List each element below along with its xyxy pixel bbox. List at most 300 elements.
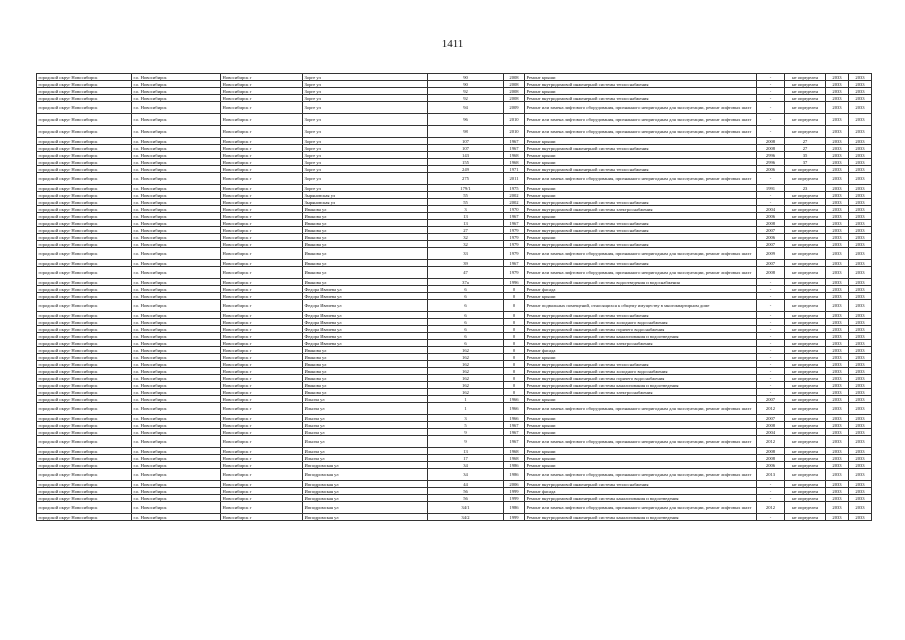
commission-year-cell: 2009 — [504, 102, 525, 114]
municipal-district-cell: городской округ Новосибирск — [37, 455, 132, 462]
municipal-district-cell: городской округ Новосибирск — [37, 396, 132, 403]
last-repair-year-cell: - — [757, 300, 785, 312]
commission-year-cell: 0 — [504, 354, 525, 361]
commission-year-cell: 0 — [504, 361, 525, 368]
street-cell: Иванова ул — [303, 368, 428, 375]
last-repair-year-cell: 2996 — [757, 159, 785, 166]
commission-year-cell: 0 — [504, 368, 525, 375]
urban-district-cell: г.о. Новосибирск — [132, 145, 221, 152]
wear-cell: не определен — [785, 293, 826, 300]
street-cell: Иванова ул — [303, 213, 428, 220]
street-cell: Зыряновская ул — [303, 192, 428, 199]
house-number-cell: 3 — [428, 415, 504, 422]
repair-work-cell: Ремонт внутридомовой инженерной системы теплоснабжения — [525, 220, 757, 227]
urban-district-cell: г.о. Новосибирск — [132, 234, 221, 241]
commission-year-cell: 1967 — [504, 213, 525, 220]
repair-work-cell: Ремонт или замена лифтового оборудования, признанного непригодным для эксплуатации, ремонт лифтовых шахт — [525, 102, 757, 114]
repair-work-cell: Ремонт или замена лифтового оборудования, признанного непригодным для эксплуатации, ремонт лифтовых шахт — [525, 403, 757, 415]
street-cell: Федора Ивачева ул — [303, 319, 428, 326]
municipal-district-cell: городской округ Новосибирск — [37, 422, 132, 429]
planned-end-cell: 2033 — [849, 192, 872, 199]
repair-work-cell: Ремонт внутридомовой инженерной системы теплоснабжения — [525, 227, 757, 234]
planned-start-cell: 2033 — [826, 248, 849, 260]
house-number-cell: 96 — [428, 114, 504, 126]
city-cell: Новосибирск г — [221, 481, 303, 488]
planned-end-cell: 2033 — [849, 234, 872, 241]
table-row — [37, 429, 872, 436]
wear-cell: не определен — [785, 81, 826, 88]
municipal-district-cell: городской округ Новосибирск — [37, 74, 132, 81]
planned-start-cell: 2033 — [826, 389, 849, 396]
last-repair-year-cell: 2007 — [757, 260, 785, 267]
city-cell: Новосибирск г — [221, 213, 303, 220]
table-row — [37, 361, 872, 368]
street-cell: Зорге ул — [303, 114, 428, 126]
municipal-district-cell: городской округ Новосибирск — [37, 213, 132, 220]
repair-work-cell: Ремонт крыши — [525, 74, 757, 81]
last-repair-year-cell: 2012 — [757, 403, 785, 415]
house-number-cell: 13 — [428, 220, 504, 227]
house-number-cell: 32 — [428, 241, 504, 248]
last-repair-year-cell: - — [757, 319, 785, 326]
table-row — [37, 375, 872, 382]
house-number-cell: 179/1 — [428, 185, 504, 192]
house-number-cell: 6 — [428, 293, 504, 300]
commission-year-cell: 0 — [504, 340, 525, 347]
house-number-cell: 249 — [428, 166, 504, 173]
planned-start-cell: 2033 — [826, 227, 849, 234]
table-row — [37, 389, 872, 396]
house-number-cell: 32 — [428, 234, 504, 241]
urban-district-cell: г.о. Новосибирск — [132, 279, 221, 286]
city-cell: Новосибирск г — [221, 469, 303, 481]
urban-district-cell: г.о. Новосибирск — [132, 173, 221, 185]
municipal-district-cell: городской округ Новосибирск — [37, 354, 132, 361]
urban-district-cell: г.о. Новосибирск — [132, 481, 221, 488]
street-cell: Зорге ул — [303, 81, 428, 88]
repair-work-cell: Ремонт или замена лифтового оборудования, признанного непригодным для эксплуатации, ремонт лифтовых шахт — [525, 267, 757, 279]
municipal-district-cell: городской округ Новосибирск — [37, 368, 132, 375]
municipal-district-cell: городской округ Новосибирск — [37, 462, 132, 469]
urban-district-cell: г.о. Новосибирск — [132, 375, 221, 382]
municipal-district-cell: городской округ Новосибирск — [37, 279, 132, 286]
city-cell: Новосибирск г — [221, 368, 303, 375]
house-number-cell: 55 — [428, 199, 504, 206]
planned-end-cell: 2033 — [849, 455, 872, 462]
wear-cell: не определен — [785, 248, 826, 260]
street-cell: Ильича ул — [303, 436, 428, 448]
table-row — [37, 436, 872, 448]
table-row — [37, 260, 872, 267]
planned-end-cell: 2033 — [849, 403, 872, 415]
planned-start-cell: 2033 — [826, 368, 849, 375]
municipal-district-cell: городской округ Новосибирск — [37, 514, 132, 521]
municipal-district-cell: городской округ Новосибирск — [37, 173, 132, 185]
planned-end-cell: 2033 — [849, 333, 872, 340]
commission-year-cell: 0 — [504, 347, 525, 354]
planned-start-cell: 2033 — [826, 206, 849, 213]
last-repair-year-cell: - — [757, 375, 785, 382]
last-repair-year-cell: - — [757, 114, 785, 126]
house-number-cell: 92 — [428, 88, 504, 95]
repair-work-cell: Ремонт крыши — [525, 88, 757, 95]
last-repair-year-cell: - — [757, 389, 785, 396]
wear-cell: не определен — [785, 312, 826, 319]
planned-end-cell: 2033 — [849, 340, 872, 347]
planned-start-cell: 2033 — [826, 166, 849, 173]
municipal-district-cell: городской округ Новосибирск — [37, 185, 132, 192]
city-cell: Новосибирск г — [221, 319, 303, 326]
table-row — [37, 95, 872, 102]
last-repair-year-cell: - — [757, 333, 785, 340]
city-cell: Новосибирск г — [221, 138, 303, 145]
urban-district-cell: г.о. Новосибирск — [132, 227, 221, 234]
table-row — [37, 206, 872, 213]
table-row — [37, 159, 872, 166]
wear-cell: не определен — [785, 192, 826, 199]
last-repair-year-cell: 2007 — [757, 415, 785, 422]
municipal-district-cell: городской округ Новосибирск — [37, 114, 132, 126]
repair-work-cell: Ремонт или замена лифтового оборудования, признанного непригодным для эксплуатации, ремонт лифтовых шахт — [525, 126, 757, 138]
city-cell: Новосибирск г — [221, 396, 303, 403]
urban-district-cell: г.о. Новосибирск — [132, 206, 221, 213]
repair-work-cell: Ремонт крыши — [525, 422, 757, 429]
commission-year-cell: 1971 — [504, 166, 525, 173]
commission-year-cell: 0 — [504, 300, 525, 312]
city-cell: Новосибирск г — [221, 173, 303, 185]
last-repair-year-cell: 2008 — [757, 138, 785, 145]
wear-cell: не определен — [785, 166, 826, 173]
street-cell: Федора Ивачева ул — [303, 312, 428, 319]
planned-start-cell: 2033 — [826, 279, 849, 286]
municipal-district-cell: городской округ Новосибирск — [37, 333, 132, 340]
urban-district-cell: г.о. Новосибирск — [132, 422, 221, 429]
municipal-district-cell: городской округ Новосибирск — [37, 286, 132, 293]
table-row — [37, 138, 872, 145]
planned-start-cell: 2033 — [826, 102, 849, 114]
urban-district-cell: г.о. Новосибирск — [132, 260, 221, 267]
planned-end-cell: 2033 — [849, 495, 872, 502]
commission-year-cell: 1967 — [504, 436, 525, 448]
urban-district-cell: г.о. Новосибирск — [132, 185, 221, 192]
planned-end-cell: 2033 — [849, 422, 872, 429]
repair-work-cell: Ремонт внутридомовой инженерной системы электроснабжения — [525, 340, 757, 347]
last-repair-year-cell: - — [757, 199, 785, 206]
repair-work-cell: Ремонт крыши — [525, 185, 757, 192]
table-row — [37, 145, 872, 152]
last-repair-year-cell: - — [757, 368, 785, 375]
last-repair-year-cell: 2013 — [757, 469, 785, 481]
repair-work-cell: Ремонт внутридомовой инженерной системы теплоснабжения — [525, 241, 757, 248]
wear-cell: 35 — [785, 152, 826, 159]
repair-work-cell: Ремонт фасада — [525, 347, 757, 354]
table-row — [37, 248, 872, 260]
last-repair-year-cell: 2006 — [757, 213, 785, 220]
municipal-district-cell: городской округ Новосибирск — [37, 248, 132, 260]
house-number-cell: 94 — [428, 102, 504, 114]
planned-end-cell: 2033 — [849, 375, 872, 382]
street-cell: Зорге ул — [303, 138, 428, 145]
city-cell: Новосибирск г — [221, 227, 303, 234]
last-repair-year-cell: - — [757, 102, 785, 114]
table-row — [37, 354, 872, 361]
planned-start-cell: 2033 — [826, 436, 849, 448]
urban-district-cell: г.о. Новосибирск — [132, 319, 221, 326]
repair-work-cell: Ремонт внутридомовой инженерной системы теплоснабжения — [525, 95, 757, 102]
commission-year-cell: 1986 — [504, 462, 525, 469]
street-cell: Ипподромская ул — [303, 462, 428, 469]
last-repair-year-cell: - — [757, 95, 785, 102]
table-row — [37, 502, 872, 514]
last-repair-year-cell: 2006 — [757, 166, 785, 173]
table-row — [37, 319, 872, 326]
planned-end-cell: 2033 — [849, 415, 872, 422]
commission-year-cell: 2008 — [504, 88, 525, 95]
table-row — [37, 279, 872, 286]
planned-start-cell: 2033 — [826, 502, 849, 514]
wear-cell: не определен — [785, 300, 826, 312]
commission-year-cell: 2010 — [504, 114, 525, 126]
planned-start-cell: 2033 — [826, 415, 849, 422]
repair-work-cell: Ремонт внутридомовой инженерной системы теплоснабжения — [525, 260, 757, 267]
street-cell: Ильича ул — [303, 429, 428, 436]
wear-cell: не определен — [785, 199, 826, 206]
repair-work-cell: Ремонт или замена лифтового оборудования, признанного непригодным для эксплуатации, ремонт лифтовых шахт — [525, 248, 757, 260]
municipal-district-cell: городской округ Новосибирск — [37, 382, 132, 389]
planned-end-cell: 2033 — [849, 481, 872, 488]
planned-start-cell: 2033 — [826, 88, 849, 95]
street-cell: Иванова ул — [303, 279, 428, 286]
house-number-cell: 275 — [428, 173, 504, 185]
city-cell: Новосибирск г — [221, 312, 303, 319]
street-cell: Иванова ул — [303, 382, 428, 389]
repair-work-cell: Ремонт или замена лифтового оборудования, признанного непригодным для эксплуатации, ремонт лифтовых шахт — [525, 469, 757, 481]
urban-district-cell: г.о. Новосибирск — [132, 88, 221, 95]
planned-start-cell: 2033 — [826, 514, 849, 521]
city-cell: Новосибирск г — [221, 279, 303, 286]
urban-district-cell: г.о. Новосибирск — [132, 300, 221, 312]
city-cell: Новосибирск г — [221, 300, 303, 312]
last-repair-year-cell: 2008 — [757, 267, 785, 279]
commission-year-cell: 1979 — [504, 267, 525, 279]
commission-year-cell: 2008 — [504, 81, 525, 88]
last-repair-year-cell: - — [757, 81, 785, 88]
planned-start-cell: 2033 — [826, 495, 849, 502]
repair-work-cell: Ремонт крыши — [525, 159, 757, 166]
street-cell: Федора Ивачева ул — [303, 340, 428, 347]
last-repair-year-cell: 2996 — [757, 152, 785, 159]
urban-district-cell: г.о. Новосибирск — [132, 347, 221, 354]
urban-district-cell: г.о. Новосибирск — [132, 241, 221, 248]
commission-year-cell: 1979 — [504, 234, 525, 241]
planned-start-cell: 2033 — [826, 481, 849, 488]
repair-work-cell: Ремонт внутридомовой инженерной системы холодного водоснабжения — [525, 368, 757, 375]
street-cell: Федора Ивачева ул — [303, 333, 428, 340]
urban-district-cell: г.о. Новосибирск — [132, 448, 221, 455]
house-number-cell: 162 — [428, 382, 504, 389]
municipal-district-cell: городской округ Новосибирск — [37, 102, 132, 114]
house-number-cell: 33 — [428, 248, 504, 260]
planned-end-cell: 2033 — [849, 319, 872, 326]
street-cell: Иванова ул — [303, 347, 428, 354]
city-cell: Новосибирск г — [221, 114, 303, 126]
street-cell: Иванова ул — [303, 248, 428, 260]
repair-work-cell: Ремонт крыши — [525, 462, 757, 469]
house-number-cell: 9 — [428, 429, 504, 436]
table-row — [37, 403, 872, 415]
table-row — [37, 152, 872, 159]
city-cell: Новосибирск г — [221, 293, 303, 300]
commission-year-cell: 1996 — [504, 279, 525, 286]
urban-district-cell: г.о. Новосибирск — [132, 403, 221, 415]
wear-cell: не определен — [785, 502, 826, 514]
commission-year-cell: 1968 — [504, 152, 525, 159]
planned-start-cell: 2033 — [826, 347, 849, 354]
street-cell: Зорге ул — [303, 126, 428, 138]
wear-cell: не определен — [785, 74, 826, 81]
urban-district-cell: г.о. Новосибирск — [132, 502, 221, 514]
planned-start-cell: 2033 — [826, 213, 849, 220]
planned-start-cell: 2033 — [826, 422, 849, 429]
city-cell: Новосибирск г — [221, 448, 303, 455]
wear-cell: не определен — [785, 206, 826, 213]
city-cell: Новосибирск г — [221, 199, 303, 206]
street-cell: Зорге ул — [303, 166, 428, 173]
house-number-cell: 13 — [428, 213, 504, 220]
last-repair-year-cell: - — [757, 495, 785, 502]
urban-district-cell: г.о. Новосибирск — [132, 455, 221, 462]
wear-cell: не определен — [785, 429, 826, 436]
city-cell: Новосибирск г — [221, 422, 303, 429]
last-repair-year-cell: - — [757, 326, 785, 333]
planned-end-cell: 2033 — [849, 300, 872, 312]
planned-end-cell: 2033 — [849, 213, 872, 220]
repair-work-cell: Ремонт внутридомовой инженерной системы канализования и водоотведения — [525, 495, 757, 502]
repair-work-cell: Ремонт внутридомовой инженерной системы горячего водоснабжения — [525, 326, 757, 333]
urban-district-cell: г.о. Новосибирск — [132, 199, 221, 206]
table-row — [37, 173, 872, 185]
urban-district-cell: г.о. Новосибирск — [132, 248, 221, 260]
planned-end-cell: 2033 — [849, 396, 872, 403]
planned-end-cell: 2033 — [849, 312, 872, 319]
house-number-cell: 47 — [428, 267, 504, 279]
house-number-cell: 162 — [428, 368, 504, 375]
wear-cell: не определен — [785, 286, 826, 293]
commission-year-cell: 0 — [504, 286, 525, 293]
planned-start-cell: 2033 — [826, 361, 849, 368]
wear-cell: не определен — [785, 375, 826, 382]
municipal-district-cell: городской округ Новосибирск — [37, 495, 132, 502]
municipal-district-cell: городской округ Новосибирск — [37, 488, 132, 495]
commission-year-cell: 1967 — [504, 422, 525, 429]
planned-end-cell: 2033 — [849, 95, 872, 102]
repair-work-cell: Ремонт внутридомовой инженерной системы электроснабжения — [525, 206, 757, 213]
planned-start-cell: 2033 — [826, 74, 849, 81]
city-cell: Новосибирск г — [221, 375, 303, 382]
planned-end-cell: 2033 — [849, 126, 872, 138]
commission-year-cell: 1967 — [504, 138, 525, 145]
table-row — [37, 227, 872, 234]
street-cell: Иванова ул — [303, 389, 428, 396]
repair-work-cell: Ремонт крыши — [525, 448, 757, 455]
city-cell: Новосибирск г — [221, 166, 303, 173]
commission-year-cell: 0 — [504, 326, 525, 333]
wear-cell: не определен — [785, 213, 826, 220]
table-row — [37, 312, 872, 319]
city-cell: Новосибирск г — [221, 95, 303, 102]
planned-end-cell: 2033 — [849, 152, 872, 159]
urban-district-cell: г.о. Новосибирск — [132, 396, 221, 403]
wear-cell: не определен — [785, 403, 826, 415]
commission-year-cell: 1979 — [504, 241, 525, 248]
planned-end-cell: 2033 — [849, 347, 872, 354]
house-number-cell: 6 — [428, 319, 504, 326]
planned-start-cell: 2033 — [826, 488, 849, 495]
street-cell: Зорге ул — [303, 173, 428, 185]
urban-district-cell: г.о. Новосибирск — [132, 368, 221, 375]
wear-cell: не определен — [785, 347, 826, 354]
planned-start-cell: 2033 — [826, 455, 849, 462]
urban-district-cell: г.о. Новосибирск — [132, 114, 221, 126]
planned-start-cell: 2033 — [826, 260, 849, 267]
planned-start-cell: 2033 — [826, 267, 849, 279]
municipal-district-cell: городской округ Новосибирск — [37, 361, 132, 368]
wear-cell: не определен — [785, 227, 826, 234]
city-cell: Новосибирск г — [221, 241, 303, 248]
planned-start-cell: 2033 — [826, 95, 849, 102]
last-repair-year-cell: - — [757, 361, 785, 368]
street-cell: Федора Ивачева ул — [303, 326, 428, 333]
commission-year-cell: 2002 — [504, 192, 525, 199]
street-cell: Иванова ул — [303, 267, 428, 279]
wear-cell: 27 — [785, 145, 826, 152]
table-row — [37, 469, 872, 481]
city-cell: Новосибирск г — [221, 267, 303, 279]
city-cell: Новосибирск г — [221, 126, 303, 138]
wear-cell: не определен — [785, 488, 826, 495]
repair-work-cell: Ремонт или замена лифтового оборудования, признанного непригодным для эксплуатации, ремонт лифтовых шахт — [525, 173, 757, 185]
commission-year-cell: 1967 — [504, 260, 525, 267]
table-row — [37, 495, 872, 502]
street-cell: Ипподромская ул — [303, 495, 428, 502]
planned-start-cell: 2033 — [826, 319, 849, 326]
commission-year-cell: 1968 — [504, 159, 525, 166]
table-row — [37, 185, 872, 192]
table-row — [37, 114, 872, 126]
wear-cell: 37 — [785, 159, 826, 166]
street-cell: Иванова ул — [303, 206, 428, 213]
planned-end-cell: 2033 — [849, 81, 872, 88]
planned-end-cell: 2033 — [849, 382, 872, 389]
house-number-cell: 55 — [428, 192, 504, 199]
planned-start-cell: 2033 — [826, 469, 849, 481]
street-cell: Ипподромская ул — [303, 481, 428, 488]
planned-start-cell: 2033 — [826, 382, 849, 389]
last-repair-year-cell: - — [757, 286, 785, 293]
street-cell: Зорге ул — [303, 95, 428, 102]
commission-year-cell: 1986 — [504, 469, 525, 481]
planned-start-cell: 2033 — [826, 114, 849, 126]
repair-work-cell: Ремонт внутридомовой инженерной системы теплоснабжения — [525, 81, 757, 88]
last-repair-year-cell: 2012 — [757, 436, 785, 448]
urban-district-cell: г.о. Новосибирск — [132, 462, 221, 469]
municipal-district-cell: городской округ Новосибирск — [37, 340, 132, 347]
planned-end-cell: 2033 — [849, 354, 872, 361]
planned-end-cell: 2033 — [849, 227, 872, 234]
table-row — [37, 340, 872, 347]
planned-start-cell: 2033 — [826, 293, 849, 300]
commission-year-cell: 0 — [504, 389, 525, 396]
